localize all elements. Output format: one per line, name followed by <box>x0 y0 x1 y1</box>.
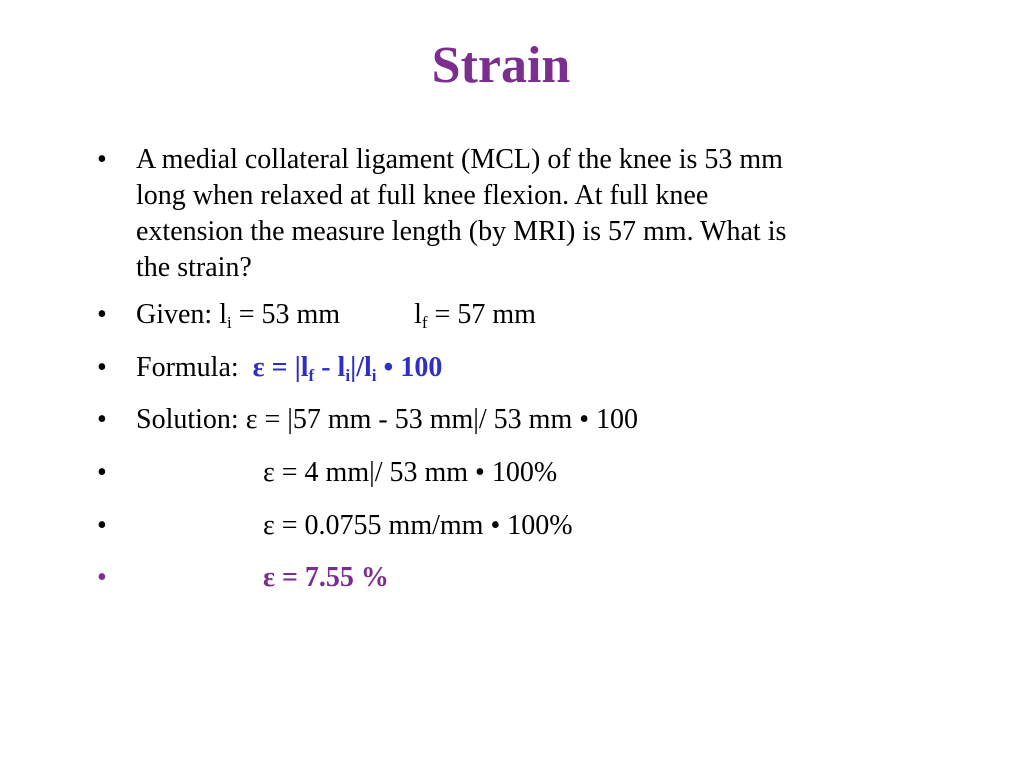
problem-line-3: extension the measure length (by MRI) is 57 mm. What is <box>136 216 787 247</box>
formula-line <box>136 350 442 385</box>
bullet-answer: • <box>97 562 107 593</box>
solution-expression: ε = |57 mm - 53 mm|/ 53 mm • 100 <box>245 404 639 435</box>
given-final-length: $l_f = 57$ mm <box>414 299 536 332</box>
answer-line: ε = 7.55 % <box>263 562 389 593</box>
formula-label: Formula: <box>136 352 239 383</box>
bullet-given: • <box>97 299 107 330</box>
solution-label: Solution: <box>136 404 239 435</box>
bullet-formula: • <box>97 352 107 383</box>
problem-line-1: A medial collateral ligament (MCL) of the knee is 53 mm <box>136 144 783 175</box>
solution-step-3: ε = 0.0755 mm/mm • 100% <box>263 510 573 541</box>
given-line <box>136 297 536 332</box>
problem-line-2: long when relaxed at full knee flexion. At full knee <box>136 180 709 211</box>
formula-expression: $\varepsilon = |l_f - l_i|/l_i$ • 100 <box>252 352 443 385</box>
bullet-step-2: • <box>97 457 107 488</box>
given-initial-length: Given: $l_i = 53$ mm <box>136 299 341 332</box>
solution-line <box>136 402 638 437</box>
bullet-step-3: • <box>97 510 107 541</box>
bullet-problem: • <box>97 144 107 175</box>
slide-title: Strain <box>431 37 571 94</box>
solution-step-2: ε = 4 mm|/ 53 mm • 100% <box>263 457 558 488</box>
bullet-solution: • <box>97 404 107 435</box>
problem-line-4: the strain? <box>136 252 252 283</box>
